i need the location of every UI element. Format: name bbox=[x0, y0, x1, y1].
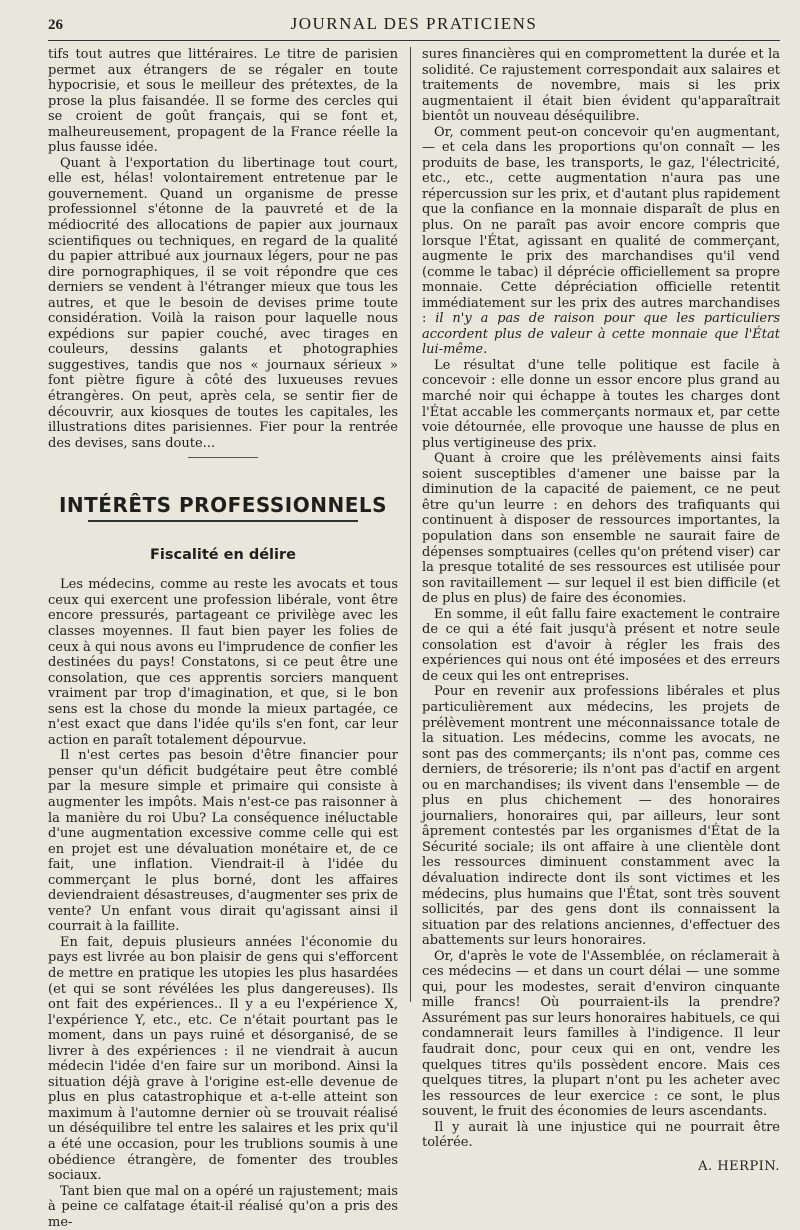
italic-emphasis: il n'y a pas de raison pour que les particuliers accordent plus de valeur à cette monnaie que l'État lui-même. bbox=[422, 311, 780, 358]
section-title: INTÉRÊTS PROFESSIONNELS bbox=[58, 493, 388, 518]
paragraph: En fait, depuis plusieurs années l'économie du pays est livrée au bon plaisir de gens qui s'efforcent de mettre en pratique les utopies les plus hasardées (et qui se sont révélées les plus dangereuses). Ils ont fait des expériences.. Il y a eu l'expérience X, l'expérience Y, etc., etc. Ce n'était pourtant pas le moment, dans un pays ruiné et désorganisé, de se livrer à des expériences : il ne viendrait à aucun médecin l'idée d'en faire sur un moribond. Ainsi la situation déjà grave à l'origine est-elle devenue de plus en plus catastrophique et a-t-elle atteint son maximum à l'automne dernier où se trouvait réalisé un déséquilibre tel entre les salaires et les prix qu'il a été une occasion, pour les trublions soumis à une obédience étrangère, de fomenter des troubles sociaux. bbox=[48, 934, 398, 1184]
page-header bbox=[48, 14, 780, 36]
paragraph: En somme, il eût fallu faire exactement le contraire de ce qui a été fait jusqu'à présent et notre seule consolation est d'avoir à régler les frais des expériences qui nous ont été imposées et des erreurs de ceux qui les ont entreprises. bbox=[422, 606, 780, 684]
paragraph: Or, d'après le vote de l'Assemblée, on réclamerait à ces médecins — et dans un court délai — une somme qui, pour les modestes, serait d'environ cinquante mille francs! Où pourraient-ils la prendre? Assurément pas sur leurs honoraires habituels, ce qui condamnerait leurs familles à l'indigence. Il leur faudrait donc, pour ceux qui en ont, vendre les quelques titres qu'ils possèdent encore. Mais ces quelques titres, la plupart n'ont pu les acheter avec les ressources de leur exercice : ce sont, le plus souvent, le fruit des économies de leurs ascendants. bbox=[422, 948, 780, 1120]
paragraph: Quant à l'exportation du libertinage tout court, elle est, hélas! volontairement entretenue par le gouvernement. Quand un organisme de presse professionnel s'étonne de la pauvreté et de la médiocrité des allocations de papier aux journaux scientifiques ou techniques, en regard de la qualité du papier attribué aux journaux légers, pour ne pas dire pornographiques, il se voit répondre que ces derniers se vendent à l'étranger mieux que tous les autres, et que le besoin de devises prime toute considération. Voilà la raison pour laquelle nous expédions sur papier couché, avec tirages en couleurs, dessins galants et photographies suggestives, tandis que nos « journaux sérieux » font piètre figure à côté des luxueuses revues étrangères. On peut, après cela, se sentir fier de découvrir, aux kiosques de toutes les capitales, les illustrations dites parisiennes. Fier pour la rentrée des devises, sans doute... bbox=[48, 155, 398, 451]
paragraph: Le résultat d'une telle politique est facile à concevoir : elle donne un essor encore plus grand au marché noir qui échappe à toutes les charges dont l'État accable les commerçants normaux et, par cette voie détournée, elle provoque une hausse de plus en plus vertigineuse des prix. bbox=[422, 357, 780, 451]
header-rule bbox=[48, 40, 780, 41]
separator-rule bbox=[188, 457, 258, 458]
section-title-rule bbox=[88, 520, 358, 522]
author-signature: A. HERPIN. bbox=[698, 1158, 780, 1174]
article-title: Fiscalité en délire bbox=[150, 546, 296, 563]
right-column bbox=[422, 47, 780, 1230]
left-column bbox=[48, 47, 398, 1230]
paragraph: Les médecins, comme au reste les avocats et tous ceux qui exercent une profession libérale, vont être encore pressurés, partageant ce privilège avec les classes moyennes. Il faut bien payer les folies de ceux à qui nous avons eu l'imprudence de confier les destinées du pays! Constatons, si ce peut être une consolation, que ces apprentis sorciers manquent vraiment par trop d'imagination, et que, si le bon sens est la chose du monde la mieux partagée, ce n'est exact que dans l'idée qu'ils s'en font, car leur action en paraît totalement dépourvue. bbox=[48, 577, 398, 748]
paragraph: Il n'est certes pas besoin d'être financier pour penser qu'un déficit budgétaire peut être comblé par la mesure simple et primaire qui consiste à augmenter les impôts. Mais n'est-ce pas raisonner à la manière du roi Ubu? La conséquence inéluctable d'une augmentation excessive comme celle qui est en projet est une dévaluation monétaire et, de ce fait, une inflation. Viendrait-il à l'idée du commerçant le plus borné, dont les affaires deviendraient désastreuses, d'augmenter ses prix de vente? Un enfant vous dirait qu'agissant ainsi il courrait à la faillite. bbox=[48, 748, 398, 935]
text-columns bbox=[48, 47, 780, 1230]
paragraph: Il y aurait là une injustice qui ne pourrait être tolérée. bbox=[422, 1119, 780, 1151]
paragraph: Quant à croire que les prélèvements ainsi faits soient susceptibles d'amener une baisse par la diminution de la capacité de paiement, ce ne peut être qu'un leurre : en dehors des trafiquants qui continuent à disposer de ressources importantes, la population dans son ensemble ne saurait faire de dépenses somptuaires (celles qu'on prétend viser) car la presque totalité de ses ressources est utilisée pour son ravitaillement — sur lequel il est bien difficile (et de plus en plus) de faire des économies. bbox=[422, 451, 780, 607]
paragraph bbox=[422, 125, 780, 358]
column-divider bbox=[410, 47, 411, 1002]
paragraph: tifs tout autres que littéraires. Le titre de parisien permet aux étrangers de se régaler en toute hypocrisie, et sous le meilleur des prétextes, de la prose la plus faisandée. Il se forme des cercles qui se croient de goût français, qui se font et, malheureusement, propagent de la France réelle la plus fausse idée. bbox=[48, 47, 398, 156]
journal-title: JOURNAL DES PRATICIENS bbox=[290, 14, 538, 33]
paragraph-text: Or, comment peut-on concevoir qu'en augmentant, — et cela dans les proportions qu'on connaît — les produits de base, les transports, le gaz, l'électricité, etc., etc., cette augmentation n'aura pas une répercussion sur les prix, et d'autant plus rapidement que la confiance en la monnaie disparaît de plus en plus. On ne paraît pas avoir encore compris que lorsque l'État, agissant en qualité de commerçant, augmente le prix des marchandises qu'il vend (comme le tabac) il déprécie officiellement sa propre monnaie. Cette dépréciation officielle retentit immédiatement sur les prix des autres marchandises : bbox=[422, 124, 780, 327]
page-number: 26 bbox=[48, 17, 63, 33]
paragraph: Tant bien que mal on a opéré un rajustement; mais à peine ce calfatage était-il réalisé qu'on a pris des me- bbox=[48, 1183, 398, 1230]
paragraph: sures financières qui en compromettent la durée et la solidité. Ce rajustement correspondait aux salaires et traitements de novembre, mais si les prix augmentaient il était bien évident qu'apparaîtrait bientôt un nouveau déséquilibre. bbox=[422, 47, 780, 125]
paragraph: Pour en revenir aux professions libérales et plus particulièrement aux médecins, les projets de prélèvement montrent une méconnaissance totale de la situation. Les médecins, comme les avocats, ne sont pas des commerçants; ils n'ont pas, comme ces derniers, de trésorerie; ils n'ont pas d'actif en argent ou en marchandises; ils vivent dans l'ensemble — de plus en plus chichement — des honoraires journaliers, honoraires qui, par ailleurs, leur sont âprement contestés par les organismes d'État de la Sécurité sociale; ils ont affaire à une clientèle dont les ressources diminuent constamment avec la dévaluation indirecte dont ils sont victimes et les médecins, plus humains que l'État, sont très souvent sollicités, par des gens dont ils connaissent la situation par des relations anciennes, d'effectuer des abattements sur leurs honoraires. bbox=[422, 684, 780, 949]
